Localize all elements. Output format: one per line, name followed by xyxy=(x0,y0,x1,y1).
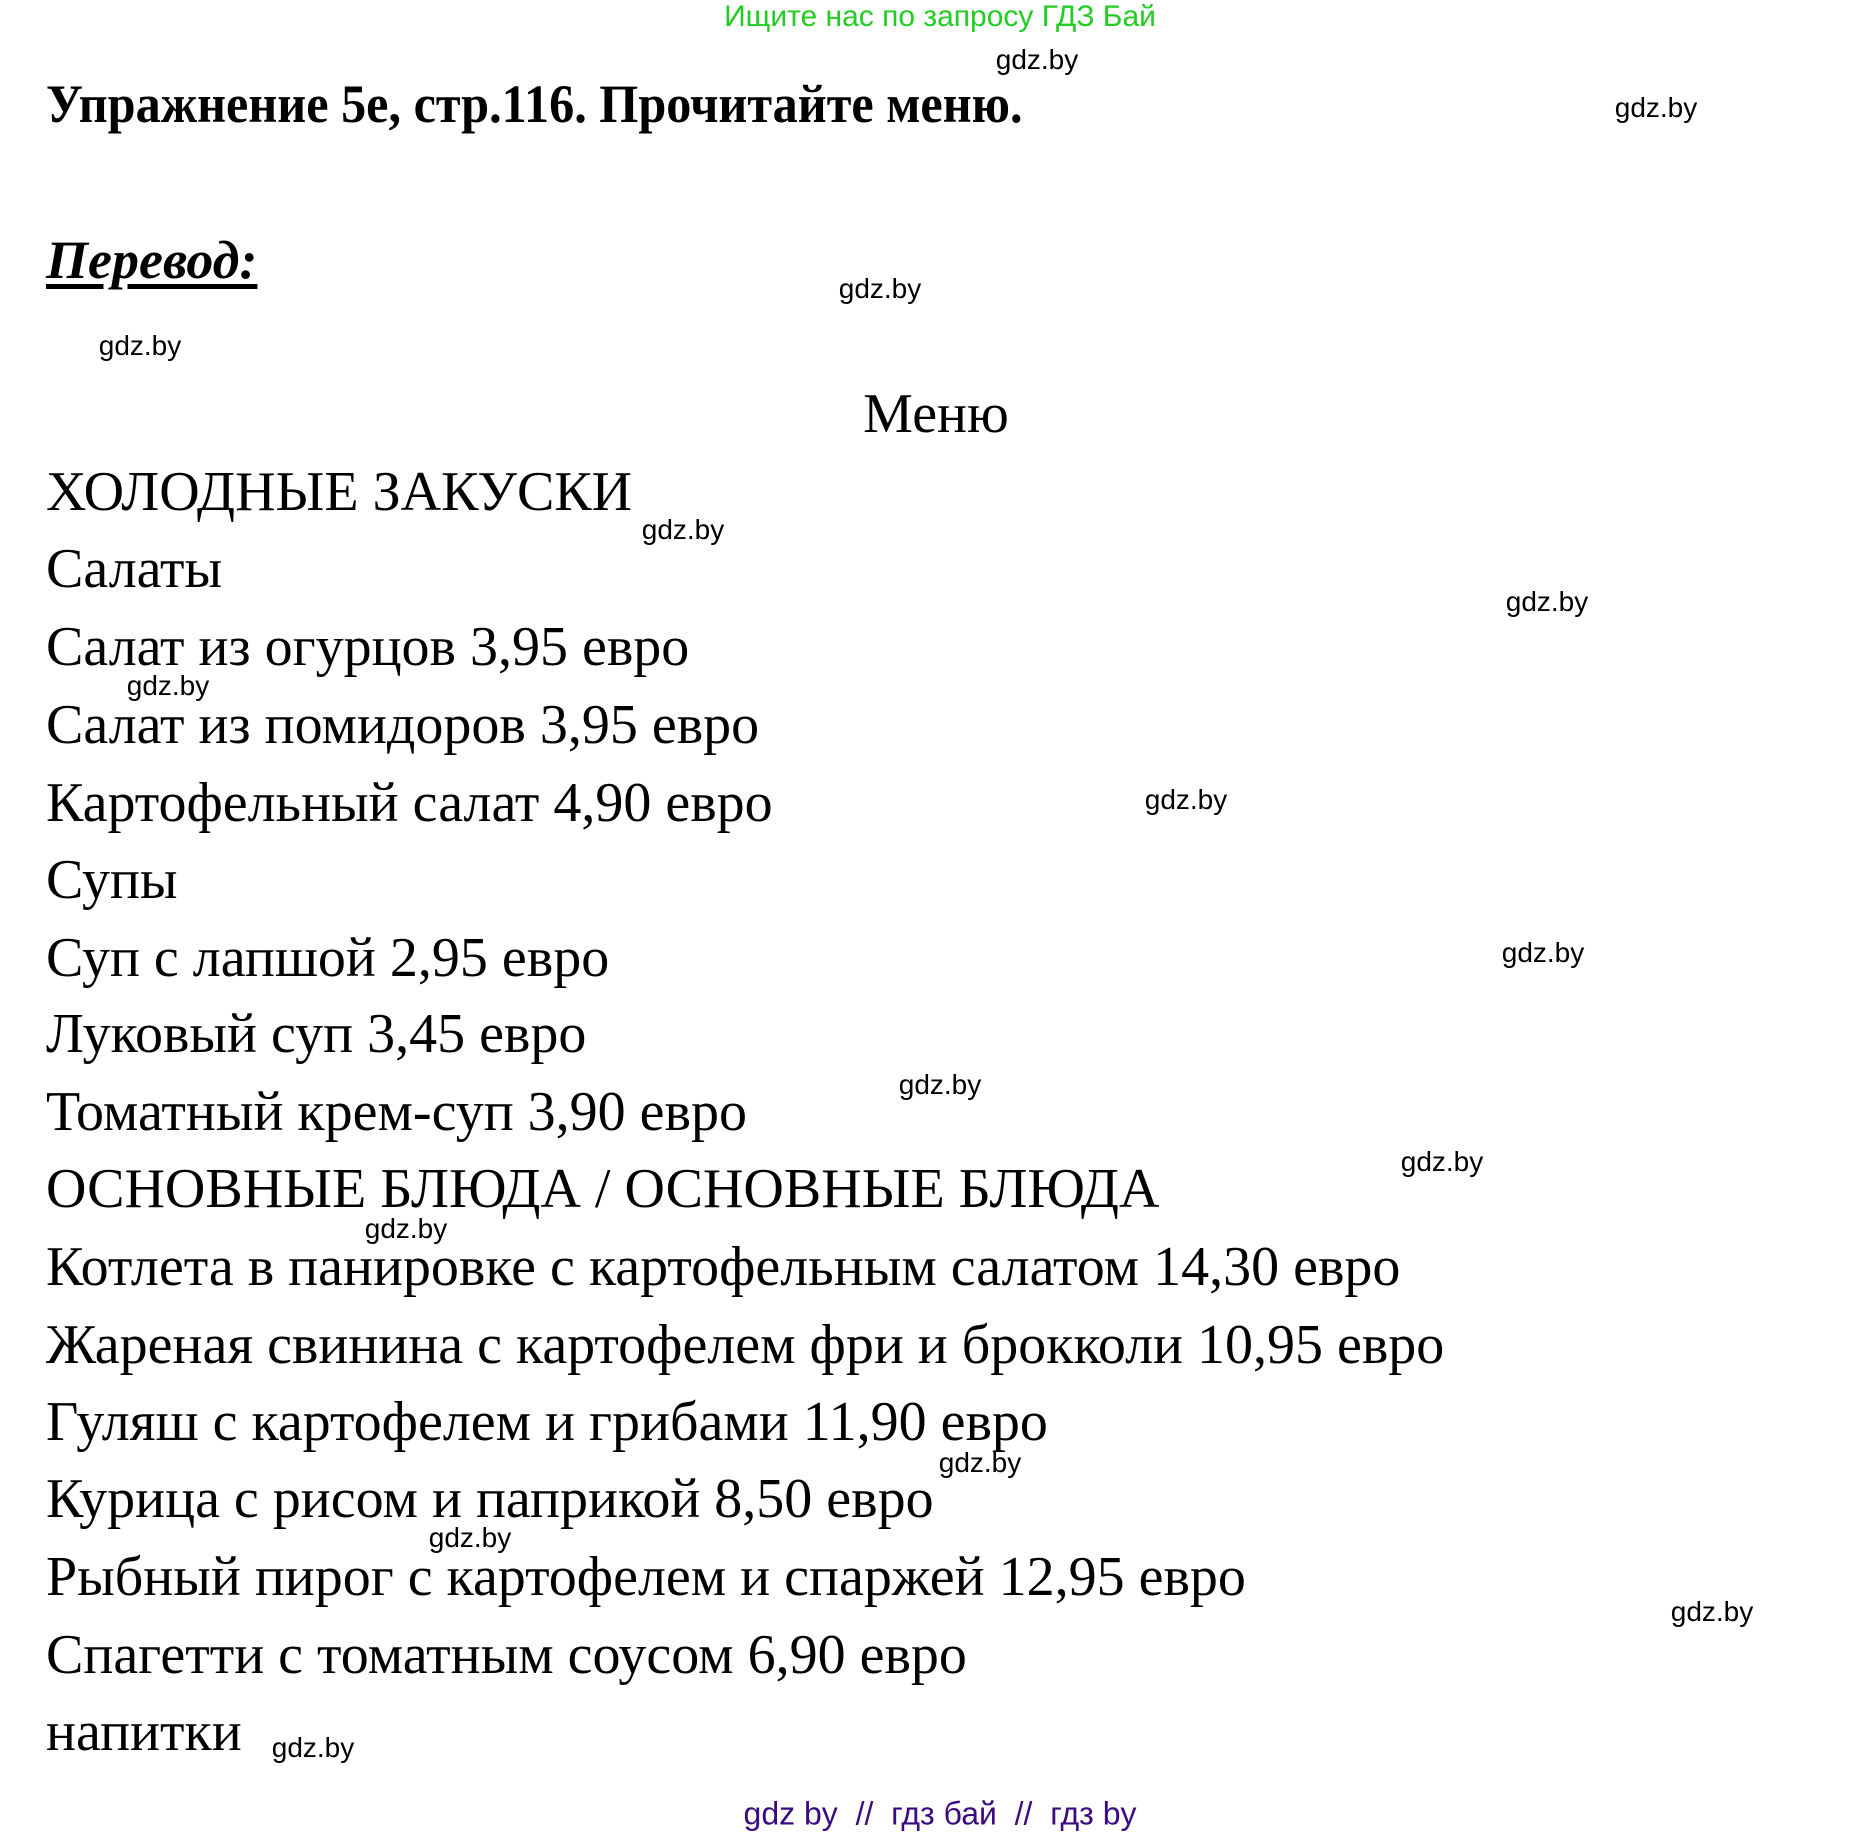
menu-heading-main-courses: ОСНОВНЫЕ БЛЮДА / ОСНОВНЫЕ БЛЮДА xyxy=(46,1158,1160,1220)
menu-item: Рыбный пирог с картофелем и спаржей 12,95 евро xyxy=(46,1546,1246,1608)
top-banner: Ищите нас по запросу ГДЗ Бай xyxy=(724,0,1156,33)
watermark: gdz.by xyxy=(428,1522,512,1553)
watermark: gdz.by xyxy=(838,273,922,304)
menu-item: Томатный крем-суп 3,90 евро xyxy=(46,1081,747,1143)
watermark: gdz.by xyxy=(364,1213,448,1244)
menu-item: Гуляш с картофелем и грибами 11,90 евро xyxy=(46,1391,1048,1453)
watermark: gdz.by xyxy=(271,1732,355,1763)
watermark: gdz.by xyxy=(1400,1146,1484,1177)
menu-item: Спагетти с томатным соусом 6,90 евро xyxy=(46,1624,967,1686)
menu-heading-cold-starters: ХОЛОДНЫЕ ЗАКУСКИ xyxy=(46,461,633,523)
watermark: gdz.by xyxy=(641,514,725,545)
watermark: gdz.by xyxy=(898,1069,982,1100)
translation-label: Перевод: xyxy=(46,230,258,290)
watermark: gdz.by xyxy=(1144,784,1228,815)
watermark: gdz.by xyxy=(126,670,210,701)
watermark: gdz.by xyxy=(1670,1596,1754,1627)
menu-item: Жареная свинина с картофелем фри и брокколи 10,95 евро xyxy=(46,1314,1445,1376)
watermark: gdz.by xyxy=(1501,937,1585,968)
menu-item: Суп с лапшой 2,95 евро xyxy=(46,927,610,989)
menu-item: Котлета в панировке с картофельным салатом 14,30 евро xyxy=(46,1236,1401,1298)
menu-item: Луковый суп 3,45 евро xyxy=(46,1003,587,1065)
menu-heading-drinks: напитки xyxy=(46,1701,242,1763)
menu-item: Курица с рисом и паприкой 8,50 евро xyxy=(46,1468,934,1530)
watermark: gdz.by xyxy=(995,44,1079,75)
exercise-title: Упражнение 5е, стр.116. Прочитайте меню. xyxy=(46,74,1023,134)
watermark: gdz.by xyxy=(938,1447,1022,1478)
menu-title: Меню xyxy=(863,383,1009,445)
menu-item: Салат из помидоров 3,95 евро xyxy=(46,694,760,756)
footer-links: gdz by // гдз бай // гдз by xyxy=(743,1795,1137,1832)
menu-item: Картофельный салат 4,90 евро xyxy=(46,772,773,834)
watermark: gdz.by xyxy=(98,330,182,361)
menu-item: Салат из огурцов 3,95 евро xyxy=(46,616,690,678)
watermark: gdz.by xyxy=(1505,586,1589,617)
menu-category-soups: Супы xyxy=(46,849,178,911)
menu-category-salads: Салаты xyxy=(46,538,223,600)
watermark: gdz.by xyxy=(1614,92,1698,123)
